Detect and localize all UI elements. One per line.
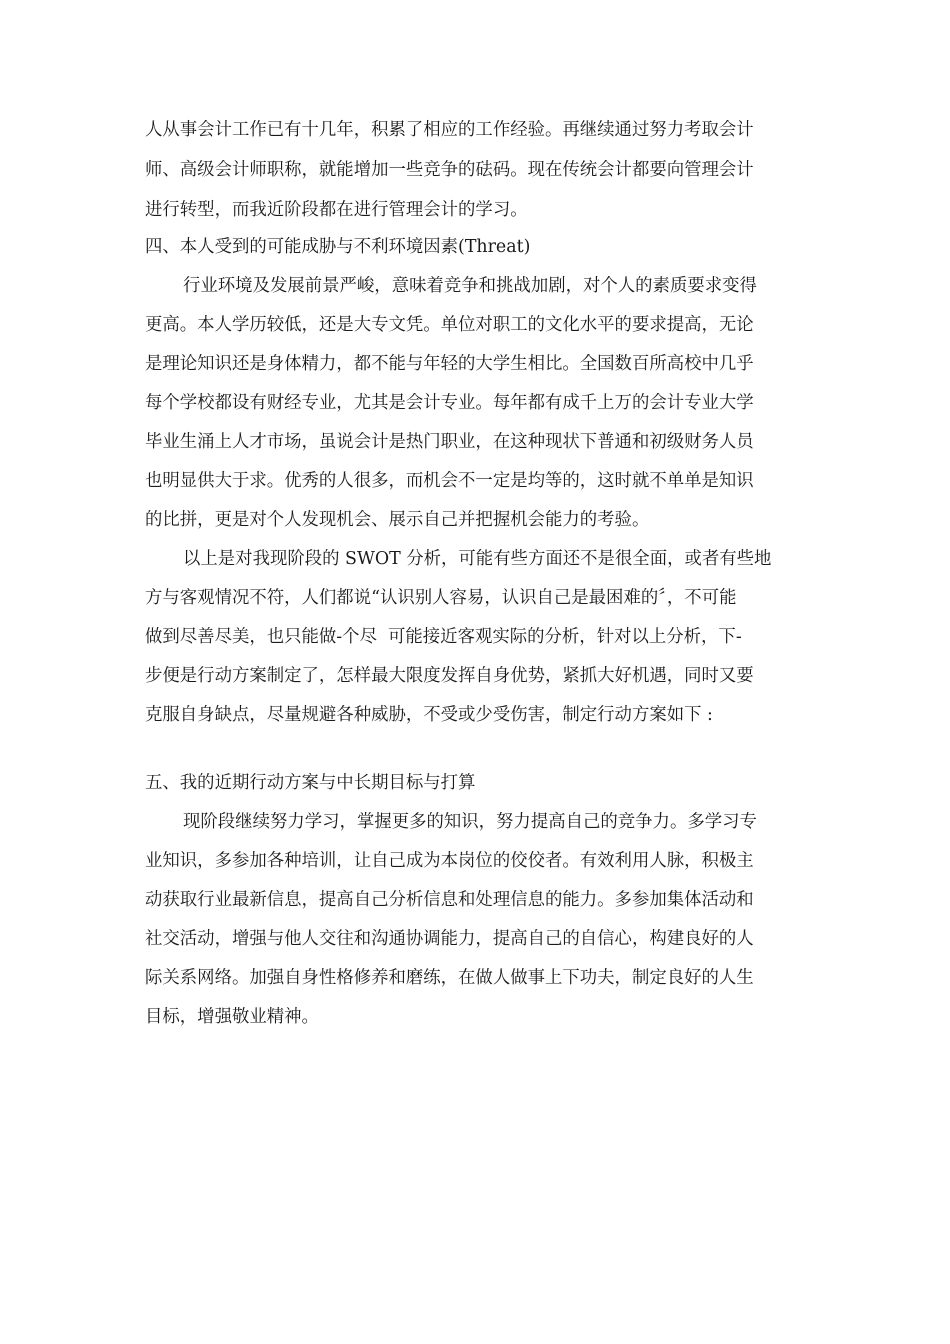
paragraph-line: 做到尽善尽美，也只能做-个尽 可能接近客观实际的分析，针对以上分析，下-: [145, 627, 742, 647]
paragraph-line: 行业环境及发展前景严峻，意味着竞争和挑战加剧，对个人的素质要求变得: [183, 276, 757, 296]
paragraph-line: 进行转型，而我近阶段都在进行管理会计的学习。: [145, 200, 528, 220]
paragraph-line: 也明显供大于求。优秀的人很多，而机会不一定是均等的，这时就不单单是知识: [145, 471, 754, 491]
paragraph-line: 以上是对我现阶段的 SWOT 分析，可能有些方面还不是很全面，或者有些地: [183, 549, 772, 569]
section-heading-threat: 四、本人受到的可能成胁与不利环境因素(Threat): [145, 237, 531, 257]
paragraph-line: 社交活动，增强与他人交往和沟通协调能力，提高自己的自信心，构建良好的人: [145, 929, 754, 949]
section-heading-action-plan: 五、我的近期行动方案与中长期目标与打算: [145, 773, 476, 793]
paragraph-line: 师、高级会计师职称，就能增加一些竞争的砝码。现在传统会计都要向管理会计: [145, 160, 754, 180]
paragraph-line: 每个学校都设有财经专业，尤其是会计专业。每年都有成千上万的会计专业大学: [145, 393, 754, 413]
paragraph-line: 克服自身缺点，尽量规避各种威胁，不受或少受伤害，制定行动方案如下 :: [145, 705, 713, 725]
paragraph-line: 的比拼，更是对个人发现机会、展示自己并把握机会能力的考验。: [145, 510, 650, 530]
paragraph-line: 现阶段继续努力学习，掌握更多的知识，努力提高自己的竞争力。多学习专: [183, 812, 757, 832]
paragraph-line: 动获取行业最新信息，提高自己分析信息和处理信息的能力。多参加集体活动和: [145, 890, 754, 910]
paragraph-line: 步便是行动方案制定了，怎样最大限度发挥自身优势，紧抓大好机遇，同时又要: [145, 666, 754, 686]
paragraph-line: 更高。本人学历较低，还是大专文凭。单位对职工的文化水平的要求提高，无论: [145, 315, 754, 335]
paragraph-line: 是理论知识还是身体精力，都不能与年轻的大学生相比。全国数百所高校中几乎: [145, 354, 754, 374]
paragraph-line: 目标，增强敬业精神。: [145, 1007, 319, 1027]
paragraph-line: 毕业生涌上人才市场，虽说会计是热门职业，在这种现状下普通和初级财务人员: [145, 432, 754, 452]
paragraph-line: 业知识，多参加各种培训，让自己成为本岗位的佼佼者。有效利用人脉，积极主: [145, 851, 754, 871]
paragraph-line: 际关系网络。加强自身性格修养和磨练，在做人做事上下功夫，制定良好的人生: [145, 968, 754, 988]
paragraph-line: 人从事会计工作已有十几年，积累了相应的工作经验。再继续通过努力考取会计: [145, 120, 754, 140]
paragraph-line: 方与客观情况不符，人们都说“认识别人容易，认识自己是最困难的〞，不可能: [145, 588, 737, 608]
